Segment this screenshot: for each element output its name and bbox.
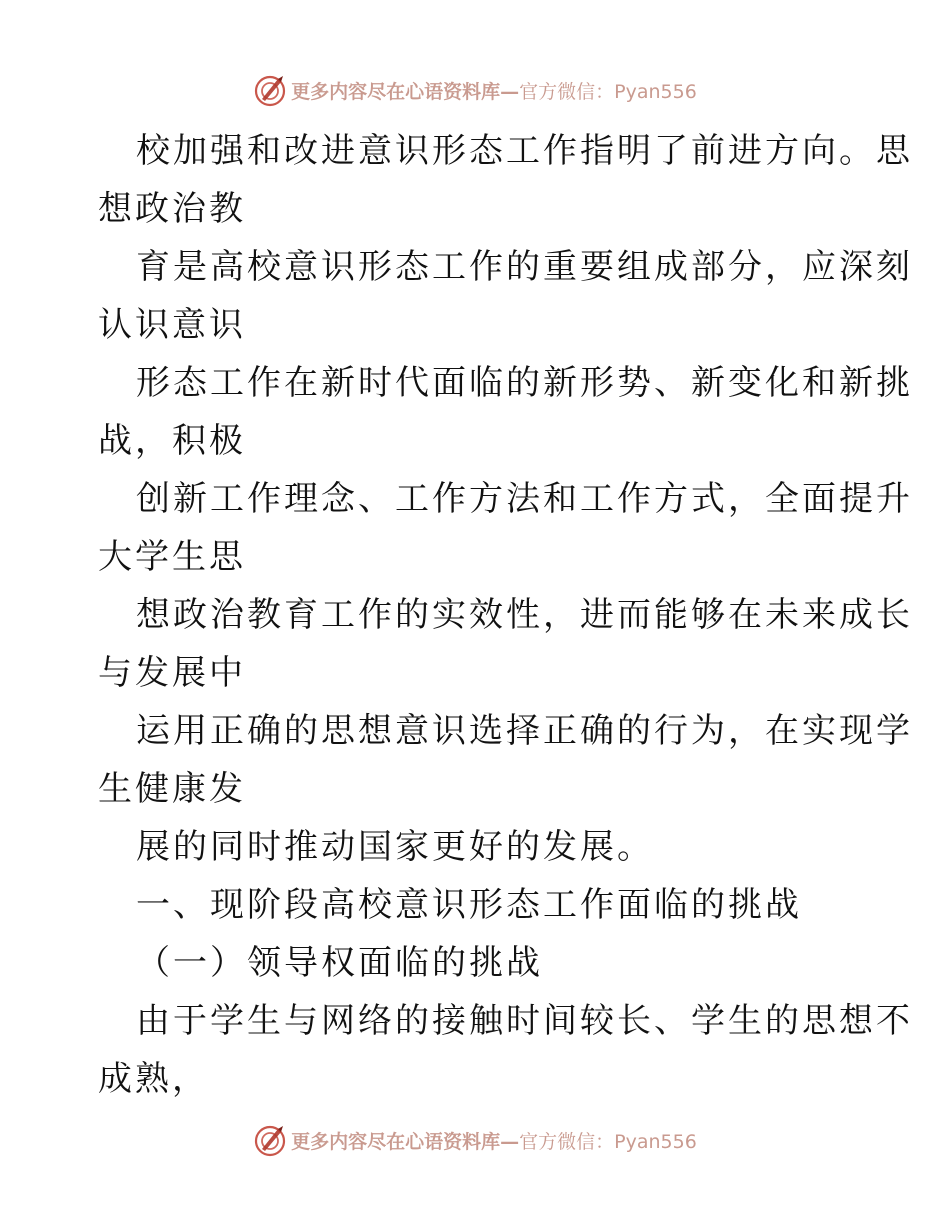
text-line: 成熟，: [98, 1059, 209, 1099]
document-body: [98, 122, 913, 1108]
text-line: 创新工作理念、工作方法和工作方式，全面提升: [136, 479, 913, 519]
text-line: 形态工作在新时代面临的新形势、新变化和新挑: [136, 363, 913, 403]
section-heading: 一、现阶段高校意识形态工作面临的挑战: [136, 885, 802, 925]
text-line: 战，积极: [98, 421, 246, 461]
text-line: 认识意识: [98, 305, 246, 345]
text-line: 大学生思: [98, 537, 246, 577]
text-line: 与发展中: [98, 653, 246, 693]
footer-watermark: [0, 1120, 950, 1160]
text-line: 校加强和改进意识形态工作指明了前进方向。思: [136, 131, 913, 171]
text-line: 育是高校意识形态工作的重要组成部分，应深刻: [136, 247, 913, 287]
watermark-wechat: 官方微信：Pyan556: [519, 80, 697, 103]
watermark-text: 更多内容尽在心语资料库—: [291, 1130, 520, 1153]
text-line: 生健康发: [98, 769, 246, 809]
text-line: 运用正确的思想意识选择正确的行为，在实现学: [136, 711, 913, 751]
text-line: 由于学生与网络的接触时间较长、学生的思想不: [136, 1001, 913, 1041]
text-line: 展的同时推动国家更好的发展。: [136, 827, 654, 867]
text-line: 想政治教育工作的实效性，进而能够在未来成长: [136, 595, 913, 635]
watermark-text: 更多内容尽在心语资料库—: [291, 80, 520, 103]
header-watermark: [0, 70, 950, 110]
text-line: 想政治教: [98, 189, 246, 229]
watermark-logo-icon: [253, 73, 287, 107]
watermark-wechat: 官方微信：Pyan556: [519, 1130, 697, 1153]
subsection-heading: （一）领导权面临的挑战: [136, 943, 543, 983]
watermark-logo-icon: [253, 1123, 287, 1157]
